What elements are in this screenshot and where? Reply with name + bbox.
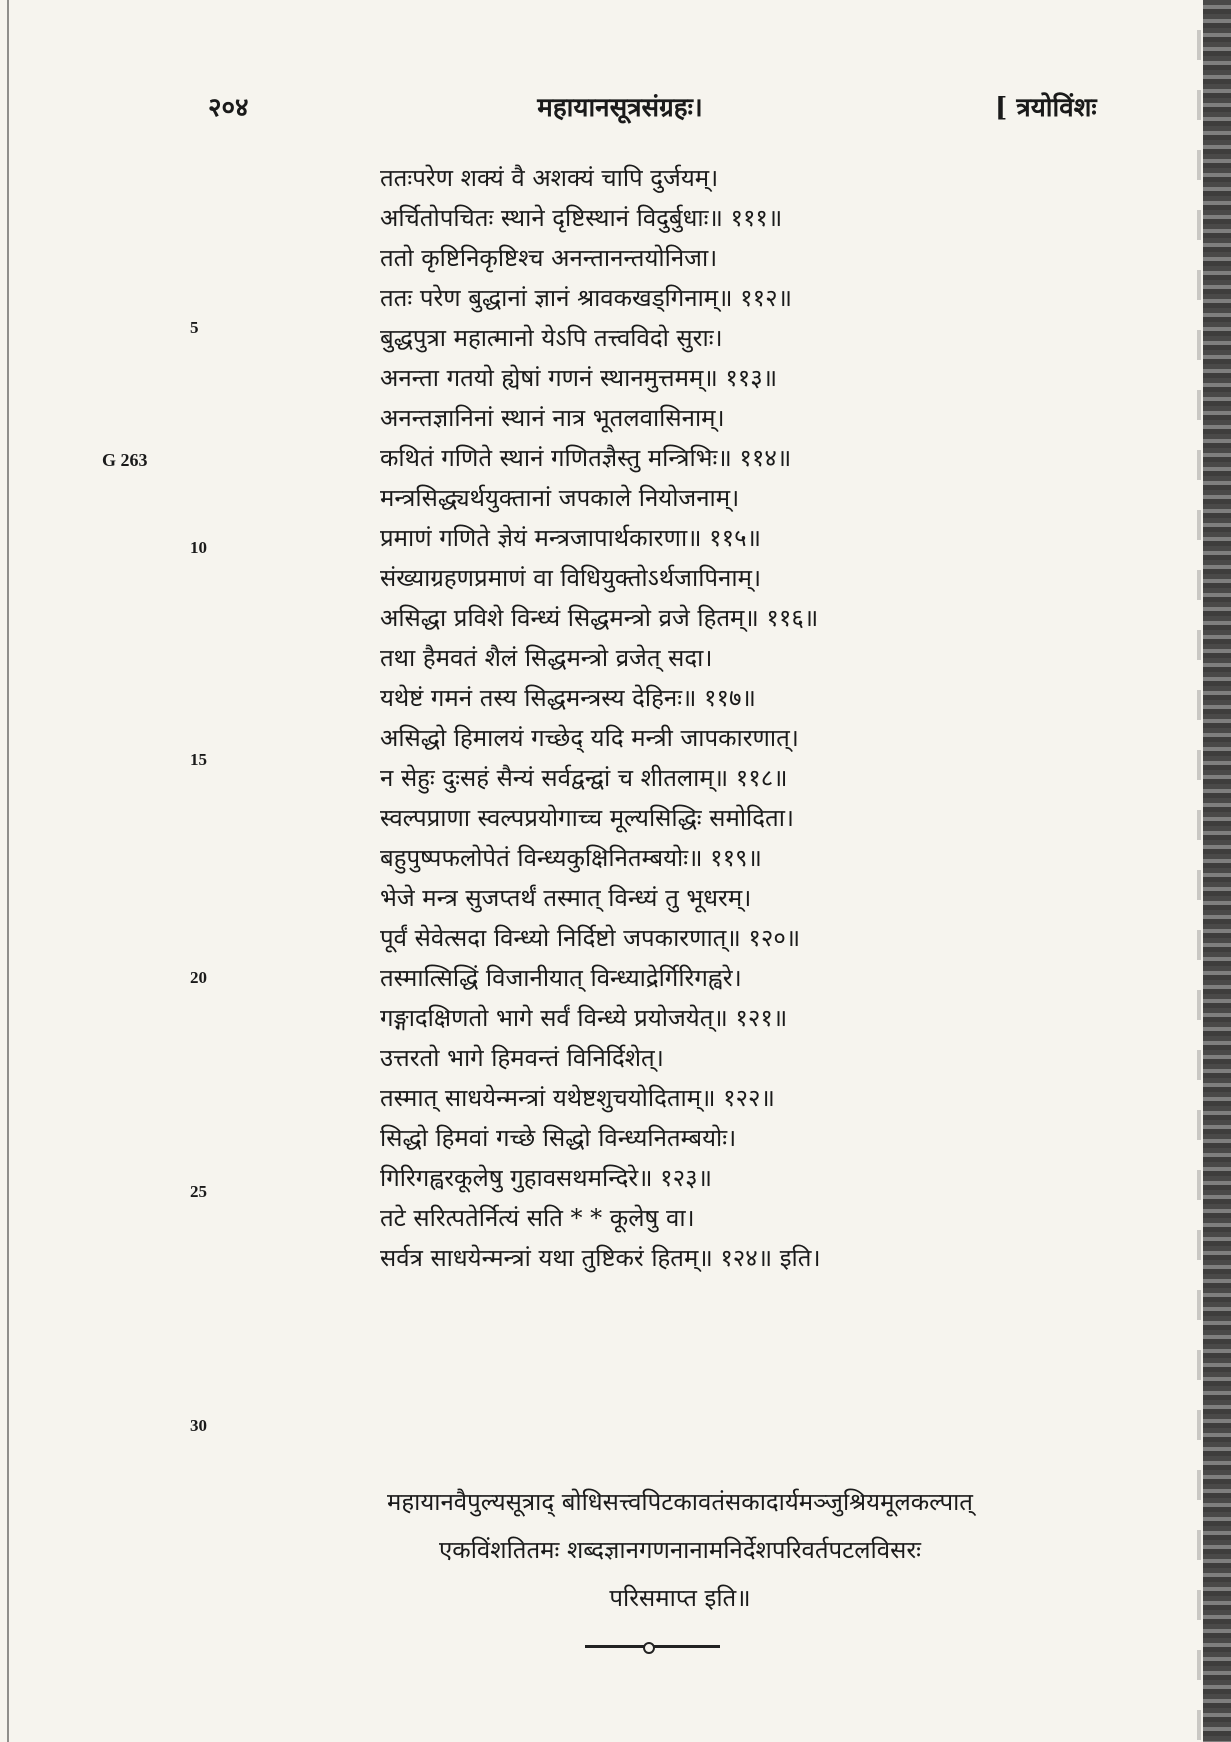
verse-line: उत्तरतो भागे हिमवन्तं विनिर्दिशेत्। [380,1044,664,1072]
verse-line: असिद्धा प्रविशे विन्ध्यं सिद्धमन्त्रो व्रजे हितम्॥ ११६॥ [380,604,819,632]
verse-line: बहुपुष्पफलोपेतं विन्ध्यकुक्षिनितम्बयोः॥ ११९॥ [380,844,762,872]
verse-line: सिद्धो हिमवां गच्छे सिद्धो विन्ध्यनितम्बयोः। [380,1124,737,1152]
verse-line: तथा हैमवतं शैलं सिद्धमन्त्रो व्रजेत् सदा। [380,644,713,672]
line-number: 15 [190,750,207,769]
line-number: 30 [190,1416,207,1435]
colophon-line: एकविंशतितमः शब्दज्ञानगणनानामनिर्देशपरिवर्तपटलविसरः [439,1536,921,1564]
line-number: 10 [190,538,207,557]
verse-line: ततः परेण बुद्धानां ज्ञानं श्रावकखड्गिनाम्॥ ११२॥ [380,284,792,312]
verse-line: यथेष्टं गमनं तस्य सिद्धमन्त्रस्य देहिनः॥ ११७॥ [380,684,756,712]
verse-line: गङ्गादक्षिणतो भागे सर्वं विन्ध्ये प्रयोजयेत्॥ १२१॥ [380,1004,788,1032]
verse-line: बुद्धपुत्रा महात्मानो येऽपि तत्त्वविदो सुराः। [380,324,723,352]
colophon [300,1478,1060,1622]
verse-line: मन्त्रसिद्ध्यर्थयुक्तानां जपकाले नियोजनाम्। [380,484,740,512]
line-number: 20 [190,968,207,987]
binding-shadow [1197,0,1201,1742]
verse-line: गिरिगह्वरकूलेषु गुहावसथमन्दिरे॥ १२३॥ [380,1164,712,1192]
verse-line: ततःपरेण शक्यं वै अशक्यं चापि दुर्जयम्। [380,164,719,192]
chapter-title: [ त्रयोविंशः [995,93,1097,123]
page-left-edge [7,0,9,1742]
colophon-line: परिसमाप्त इति॥ [609,1584,751,1612]
verse-line: असिद्धो हिमालयं गच्छेद् यदि मन्त्री जापकारणात्। [380,724,799,752]
verse-line: अनन्ता गतयो ह्येषां गणनं स्थानमुत्तमम्॥ ११३॥ [380,364,778,392]
verse-line: प्रमाणं गणिते ज्ञेयं मन्त्रजापार्थकारणा॥ ११५॥ [380,524,761,552]
verse-line: ततो कृष्टिनिकृष्टिश्च अनन्तानन्तयोनिजा। [380,244,718,272]
verse-line: तस्मात्सिद्धिं विजानीयात् विन्ध्याद्रेर्गिरिगह्वरे। [380,964,742,992]
verse-line: कथितं गणिते स्थानं गणितज्ञैस्तु मन्त्रिभिः॥ ११४॥ [380,444,792,472]
end-ornament [585,1645,720,1648]
verse-line: भेजे मन्त्र सुजप्तर्थं तस्मात् विन्ध्यं तु भूधरम्। [380,884,752,912]
verse-line: स्वल्पप्राणा स्वल्पप्रयोगाच्च मूल्यसिद्धिः समोदिता। [380,804,795,832]
verse-line: न सेहुः दुःसहं सैन्यं सर्वद्वन्द्वां च शीतलाम्॥ ११८॥ [380,764,788,792]
line-number: 25 [190,1182,207,1201]
binding-edge [1203,0,1231,1742]
folio-reference: G 263 [102,450,148,470]
verse-line: तटे सरित्पतेर्नित्यं सति * * कूलेषु वा। [380,1204,695,1232]
verse-line: सर्वत्र साधयेन्मन्त्रां यथा तुष्टिकरं हितम्॥ १२४॥ इति। [380,1244,821,1272]
page-number: २०४ [208,93,249,123]
verse-line: अर्चितोपचितः स्थाने दृष्टिस्थानं विदुर्बुधाः॥ १११॥ [380,204,783,232]
verse-line: संख्याग्रहणप्रमाणं वा विधियुक्तोऽर्थजापिनाम्। [380,564,762,592]
verse-block [380,158,1180,1278]
page-header [0,88,1231,128]
verse-line: तस्मात् साधयेन्मन्त्रां यथेष्टशुचयोदिताम्॥ १२२॥ [380,1084,775,1112]
verse-line: पूर्वं सेवेत्सदा विन्ध्यो निर्दिष्टो जपकारणात्॥ १२०॥ [380,924,801,952]
running-title: महायानसूत्रसंग्रहः। [537,93,703,123]
verse-line: अनन्तज्ञानिनां स्थानं नात्र भूतलवासिनाम्। [380,404,725,432]
line-number: 5 [190,318,199,337]
colophon-line: महायानवैपुल्यसूत्राद् बोधिसत्त्वपिटकावतंसकादार्यमञ्जुश्रियमूलकल्पात् [387,1488,973,1516]
